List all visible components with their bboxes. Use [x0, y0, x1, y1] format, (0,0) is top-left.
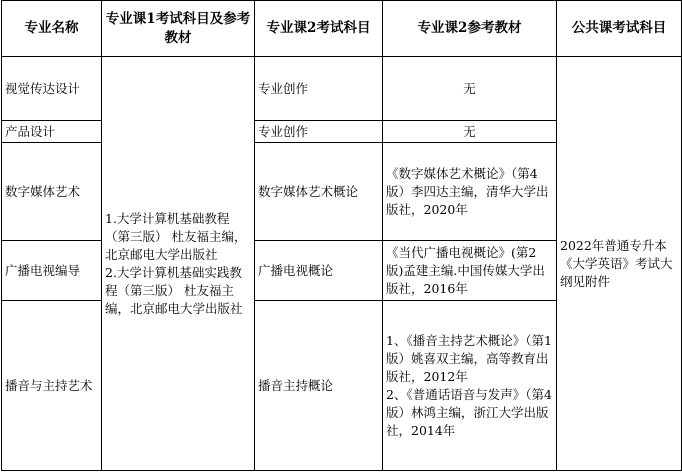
- header-course2-textbook: 专业课2参考教材: [383, 1, 557, 57]
- exam-subjects-table: [1, 0, 682, 471]
- course2-subject-cell: 专业创作: [255, 57, 383, 121]
- major-cell: 视觉传达设计: [2, 57, 102, 121]
- course2-subject-cell: 广播电视概论: [255, 241, 383, 301]
- course1-textbook-cell: 1.大学计算机基础教程（第三版） 杜友福主编，北京邮电大学出版社 2.大学计算机基础实践教程（第三版） 杜友福主编，北京邮电大学出版社: [102, 57, 255, 471]
- header-course1: 专业课1考试科目及参考教材: [102, 1, 255, 57]
- course2-textbook-cell: 《数字媒体艺术概论》（第4版）李四达主编，清华大学出版社，2020年: [383, 143, 557, 241]
- major-cell: 播音与主持艺术: [2, 301, 102, 471]
- course2-subject-cell: 播音主持概论: [255, 301, 383, 471]
- public-subject-cell: 2022年普通专升本《大学英语》考试大纲见附件: [557, 57, 682, 471]
- header-major-name: 专业名称: [2, 1, 102, 57]
- course2-subject-cell: 数字媒体艺术概论: [255, 143, 383, 241]
- course2-textbook-cell: 《当代广播电视概论》(第2版)孟建主编.中国传媒大学出版社，2016年: [383, 241, 557, 301]
- course2-subject-cell: 专业创作: [255, 121, 383, 143]
- course2-textbook-cell: 无: [383, 121, 557, 143]
- course2-textbook-cell: 1、《播音主持艺术概论》（第1版）姚喜双主编，高等教育出版社，2012年 2、《普通话语音与发声》（第4版）林鸿主编，浙江大学出版社，2014年: [383, 301, 557, 471]
- header-course2-subject: 专业课2考试科目: [255, 1, 383, 57]
- course2-textbook-cell: 无: [383, 57, 557, 121]
- header-row: [2, 1, 682, 57]
- major-cell: 广播电视编导: [2, 241, 102, 301]
- major-cell: 产品设计: [2, 121, 102, 143]
- table-row: [2, 57, 682, 121]
- header-public-subject: 公共课考试科目: [557, 1, 682, 57]
- major-cell: 数字媒体艺术: [2, 143, 102, 241]
